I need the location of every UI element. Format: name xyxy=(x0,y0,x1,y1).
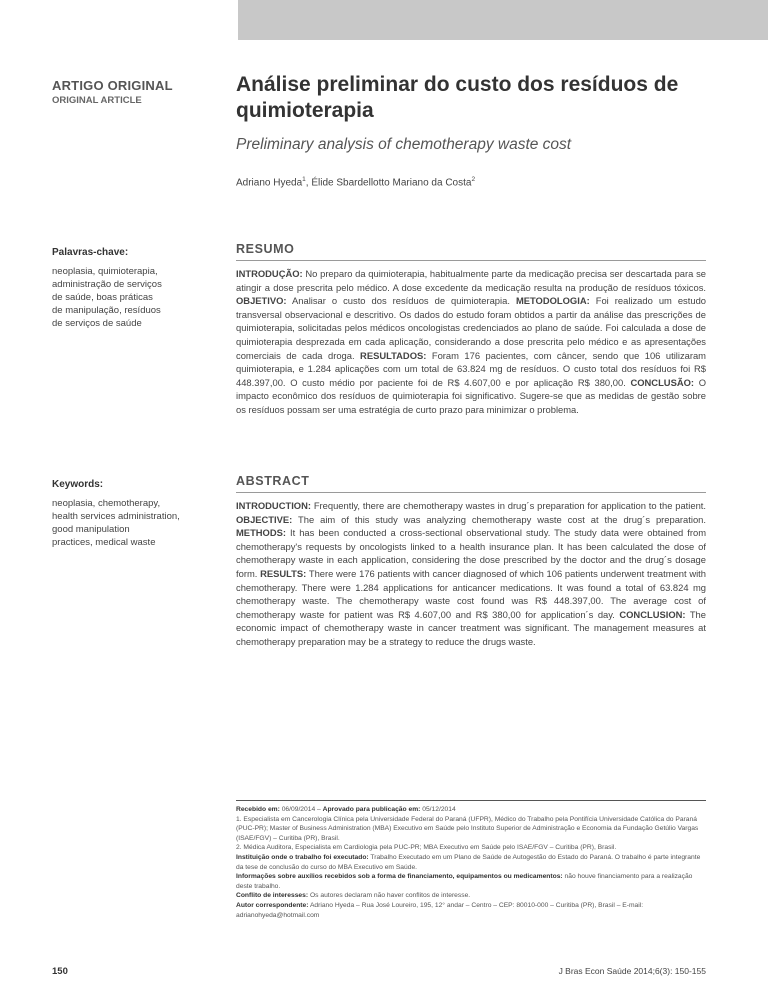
affiliation-note: 2. Médica Auditora, Especialista em Cardiologia pela PUC-PR; MBA Executivo em Saúde pelo ISAE/FGV – Curitiba (PR), Brasil. xyxy=(236,844,617,852)
keyword-line: de manipulação, resíduos xyxy=(52,305,161,316)
text: No preparo da quimioterapia, habitualmente parte da medicação precisa ser descartada para se atingir a dose prescrita pelo médico. A dose excedente da medicação resulta na produção de resíduos tóxicos. xyxy=(236,268,706,293)
page-number: 150 xyxy=(52,966,68,977)
keyword-line: neoplasia, chemotherapy, xyxy=(52,498,161,509)
label: OBJETIVO: xyxy=(236,295,287,307)
funding-note xyxy=(236,872,706,891)
label: INTRODUCTION: xyxy=(236,500,311,511)
keyword-line: practices, medical waste xyxy=(52,537,156,548)
keyword-line: administração de serviços xyxy=(52,279,162,290)
label: Autor correspondente: xyxy=(236,901,309,909)
resumo-section xyxy=(236,242,706,417)
keywords-en xyxy=(52,478,202,549)
text: Trabalho Executado em um Plano de Saúde de Autogestão do Estado do Paraná. O trabalho é parte integrante da tese de conclusão do curso do MBA Executivo em Saúde. xyxy=(236,853,701,871)
label: Recebido em: xyxy=(236,806,280,813)
correspondence-note xyxy=(236,901,706,920)
conflict-note xyxy=(236,891,706,901)
author-list xyxy=(236,176,475,188)
text: Adriano Hyeda – Rua José Loureiro, 195, 12° andar – Centro – CEP: 80010-000 – Curitiba (PR), Brasil – E-mail: adrianohyeda@hotmail.com xyxy=(236,901,644,919)
label: CONCLUSÃO: xyxy=(630,376,695,388)
keywords-heading: Palavras-chave: xyxy=(52,247,129,258)
label: METODOLOGIA: xyxy=(515,295,590,307)
article-subtitle: Preliminary analysis of chemotherapy waste cost xyxy=(236,136,572,153)
section-heading: RESUMO xyxy=(236,242,295,256)
text: The economic impact of chemotherapy waste in cancer treatment was significant. The management measures at chemotherapy preparation may be a strategy to reduce the drugs waste. xyxy=(236,608,706,647)
text: The aim of this study was analyzing chemotherapy waste cost at the drug´s preparation. xyxy=(292,513,706,525)
header-bar xyxy=(238,0,768,40)
article-type-pt: ARTIGO ORIGINAL xyxy=(52,78,173,93)
institution-note xyxy=(236,853,706,872)
keywords-pt xyxy=(52,246,202,330)
article-type xyxy=(52,78,173,106)
abstract-section xyxy=(236,474,706,649)
text: 06/09/2014 – xyxy=(279,806,323,813)
label: RESULTADOS: xyxy=(360,349,427,361)
label: Informações sobre auxílios recebidos sob a forma de financiamento, equipamentos ou medicamentos: xyxy=(236,873,563,881)
text: Foi realizado um estudo transversal observacional e descritivo. Os dados do estudo foram obtidos a partir da análise das prescrições de quimioterapia, solicitadas pelos médicos oncologistas credenciados ao plano de saúde. Foi calculada a dose de quimioterapia desprezada em cada aplicação, considerando a dose prescrita pelo médico e as apresentações comerciais de cada droga. xyxy=(236,295,706,361)
text: não houve financiamento para a realização deste trabalho. xyxy=(236,873,693,890)
text: It has been conducted a cross-sectional observational study. The study data were obtained from chemotherapy's requests by oncologists linked to a health insurance plan. It has been calculated the dose of chemotherapy waste in each application, considering the dose prescribed by the doctor and the drug´s dosage form. xyxy=(236,527,706,579)
label: RESULTS: xyxy=(260,567,307,579)
footnote-divider xyxy=(236,800,706,801)
author-name: Élide Sbardellotto Mariano da Costa xyxy=(311,177,472,189)
author-separator: , xyxy=(305,177,312,189)
keyword-line: neoplasia, quimioterapia, xyxy=(52,266,158,277)
text: O impacto econômico dos resíduos de quimioterapia foi significativo. Sugere-se que as medidas de gestão sobre os resíduos possam ser uma estratégia de curto prazo para minimizar o problema. xyxy=(236,376,706,415)
text: There were 176 patients with cancer diagnosed of which 106 patients underwent treatment with chemotherapy. There were 1.284 applications for anticancer medications. It was found a total of 63.824 mg chemotherapy waste. The chemotherapy waste cost found was R$ 448.397,00. The average cost of chemotherapy waste for patient was R$ 4.607,00 and R$ 380,00 for application´s day. xyxy=(236,567,706,620)
resumo-text xyxy=(236,267,706,417)
label: CONCLUSION: xyxy=(619,608,686,620)
text: Frequently, there are chemotherapy wastes in drug´s preparation for application to the patient. xyxy=(311,500,706,511)
keywords-heading: Keywords: xyxy=(52,479,104,490)
footnotes xyxy=(236,800,706,920)
journal-citation: J Bras Econ Saúde 2014;6(3): 150-155 xyxy=(558,966,706,976)
label: METHODS: xyxy=(236,527,286,539)
article-type-en: ORIGINAL ARTICLE xyxy=(52,95,142,106)
text: Foram 176 pacientes, com câncer, sendo que 106 utilizaram quimioterapia, e 1.284 aplicações com um total de 63.824 mg de resíduos. O custo total dos resíduos foi R$ 448.397,00. O custo médio por paciente foi de R$ 4.607,00 e por aplicação R$ 380,00. xyxy=(236,349,706,388)
label: Conflito de interesses: xyxy=(236,892,309,900)
label: Instituição onde o trabalho foi executado: xyxy=(236,853,369,861)
section-heading: ABSTRACT xyxy=(236,474,310,488)
keyword-line: health services administration, xyxy=(52,511,180,522)
text: Analisar o custo dos resíduos de quimioterapia. xyxy=(286,295,516,307)
label: OBJECTIVE: xyxy=(236,513,293,525)
keyword-line: de serviços de saúde xyxy=(52,318,142,329)
text: Os autores declaram não haver conflitos de interesse. xyxy=(308,892,471,900)
abstract-text xyxy=(236,499,706,649)
section-divider xyxy=(236,492,706,493)
label: INTRODUÇÃO: xyxy=(236,268,303,279)
author-affiliation-mark: 1 xyxy=(302,176,306,183)
section-divider xyxy=(236,260,706,261)
received-line xyxy=(236,805,706,815)
keyword-line: de saúde, boas práticas xyxy=(52,292,153,303)
author-affiliation-mark: 2 xyxy=(471,176,476,183)
keyword-line: good manipulation xyxy=(52,524,130,535)
affiliation-note: 1. Especialista em Cancerologia Clínica pela Universidade Federal do Paraná (UFPR), Médico do Trabalho pela Pontifícia Universidade Católica do Paraná (PUC-PR); Master of Business Administration (MBA) Executivo em Saúde pelo Instituto Superior de Administração e Economia da Fundação Getúlio Vargas (ISAE/FGV) – Curitiba (PR), Brasil. xyxy=(236,815,699,842)
article-title: Análise preliminar do custo dos resíduos de quimioterapia xyxy=(236,73,679,122)
author-name: Adriano Hyeda xyxy=(236,177,303,189)
text: 05/12/2014 xyxy=(420,806,456,813)
label: Aprovado para publicação em: xyxy=(322,806,421,813)
